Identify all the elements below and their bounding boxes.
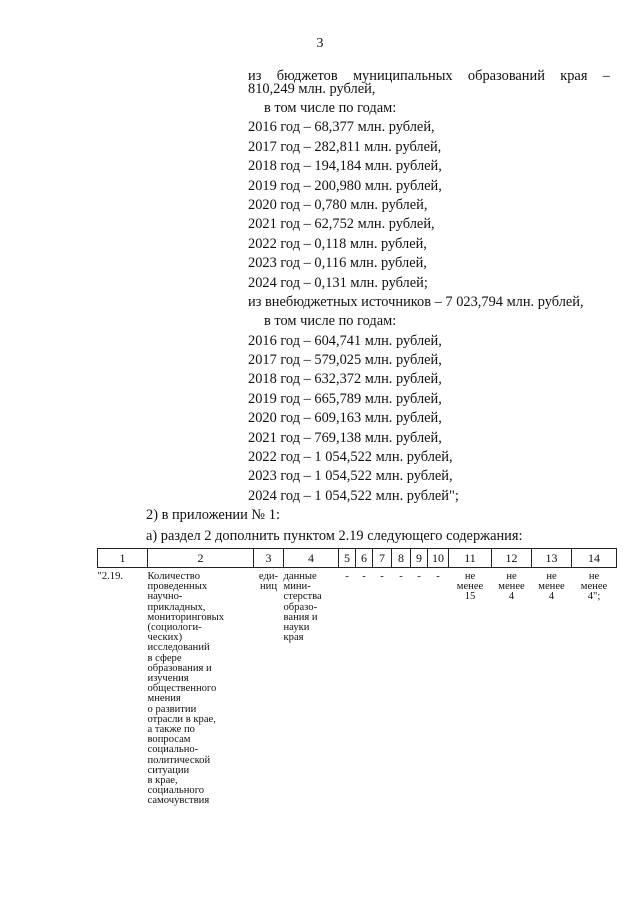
cell-line: вопросам — [147, 734, 191, 746]
cell-line: не — [546, 571, 557, 582]
cell-line: о развитии — [147, 703, 197, 715]
cell-line: ческих) — [147, 632, 183, 644]
column-header: 7 — [373, 549, 392, 568]
indicator-table — [97, 548, 617, 807]
cell-line: менее — [498, 581, 525, 593]
extrabudget-total: из внебюджетных источников – 7 023,794 млн. рублей, — [248, 293, 584, 310]
cell-line: мини- — [283, 581, 311, 593]
municipal-total: 810,249 млн. рублей, — [248, 81, 376, 97]
value-cell — [572, 568, 617, 807]
cell-line: а также по — [147, 724, 195, 736]
column-header: 4 — [284, 549, 339, 568]
column-header: 12 — [492, 549, 532, 568]
value-cell: - — [417, 571, 421, 582]
cell-line: прикладных, — [147, 601, 206, 613]
appendix-subitem: а) раздел 2 дополнить пунктом 2.19 следующего содержания: — [146, 528, 523, 544]
value-cell: - — [436, 571, 440, 582]
appendix-section — [146, 505, 523, 547]
municipal-year-line: 2020 год – 0,780 млн. рублей, — [248, 196, 428, 213]
value-cell: - — [380, 571, 384, 582]
extrabudget-year-line: 2017 год – 579,025 млн. рублей, — [248, 352, 442, 369]
cell-line: (социологи- — [147, 622, 202, 634]
cell-line: данные — [283, 571, 317, 582]
cell-line: образо- — [283, 601, 318, 613]
column-header: 6 — [356, 549, 373, 568]
municipal-year-line: 2021 год – 62,752 млн. рублей, — [248, 216, 435, 233]
cell-line: в сфере — [147, 652, 182, 664]
cell-line: не — [588, 571, 600, 582]
cell-line: отрасли в крае, — [147, 713, 216, 725]
extrabudget-year-line: 2018 год – 632,372 млн. рублей, — [248, 371, 442, 388]
column-header: 10 — [428, 549, 449, 568]
cell-line: в крае, — [147, 775, 178, 787]
cell-line: 4 — [548, 591, 555, 603]
cell-line: социально- — [147, 744, 199, 756]
extrabudget-year-line: 2023 год – 1 054,522 млн. рублей, — [248, 468, 453, 485]
text-word: из — [248, 68, 262, 84]
column-header: 11 — [449, 549, 492, 568]
cell-line: мнения — [147, 693, 181, 705]
cell-line: социального — [147, 785, 205, 797]
cell-line: научно- — [147, 591, 183, 603]
column-header: 2 — [148, 549, 254, 568]
cell-line: края — [283, 632, 304, 644]
cell-line: ситуации — [147, 764, 190, 776]
table-header-row — [98, 549, 617, 568]
cell-line: образования и — [147, 662, 212, 674]
page-number: 3 — [316, 36, 324, 51]
text-word: края — [560, 68, 588, 84]
cell-line: не — [464, 571, 476, 582]
value-cell — [492, 568, 532, 807]
cell-line: общественного — [147, 683, 217, 695]
cell-line: политической — [147, 754, 211, 766]
cell-line: ниц — [259, 581, 277, 593]
cell-line: 4"; — [587, 591, 601, 603]
municipal-year-line: 2019 год – 200,980 млн. рублей, — [248, 177, 442, 194]
cell-line: исследований — [147, 642, 210, 654]
appendix-item: 2) в приложении № 1: — [146, 507, 280, 523]
value-cell — [449, 568, 492, 807]
cell-line: менее — [580, 581, 608, 593]
table-row — [98, 568, 617, 807]
cell-line: науки — [283, 622, 310, 634]
cell-line: проведенных — [147, 581, 208, 593]
municipal-year-line: 2022 год – 0,118 млн. рублей, — [248, 235, 427, 252]
unit-cell — [254, 568, 284, 807]
extrabudget-year-line: 2021 год – 769,138 млн. рублей, — [248, 429, 442, 446]
text-word: муниципальных — [352, 68, 453, 84]
extrabudget-year-line: 2020 год – 609,163 млн. рублей, — [248, 410, 442, 427]
text-word: бюджетов — [276, 68, 338, 84]
column-header: 14 — [572, 549, 617, 568]
cell-line: Количество — [147, 571, 201, 582]
cell-line: самочувствия — [147, 795, 210, 807]
municipal-year-line: 2024 год – 0,131 млн. рублей; — [248, 274, 428, 291]
by-years-label: в том числе по годам: — [264, 313, 397, 330]
by-years-label: в том числе по годам: — [264, 100, 397, 116]
value-cell — [532, 568, 572, 807]
source-cell — [284, 568, 339, 807]
column-header: 9 — [411, 549, 428, 568]
cell-line: вания и — [283, 611, 318, 623]
column-header: 5 — [339, 549, 356, 568]
municipal-year-line: 2023 год – 0,116 млн. рублей, — [248, 255, 427, 272]
value-cell: - — [345, 571, 349, 582]
cell-line: не — [506, 571, 517, 582]
budget-section — [248, 70, 610, 506]
cell-line: 4 — [508, 591, 515, 603]
column-header: 13 — [532, 549, 572, 568]
value-cell: - — [362, 571, 366, 582]
municipal-year-line: 2018 год – 194,184 млн. рублей, — [248, 158, 442, 175]
column-header: 8 — [392, 549, 411, 568]
text-word: образований — [467, 68, 545, 84]
column-header: 1 — [98, 549, 148, 568]
item-number: "2.19. — [97, 571, 124, 582]
extrabudget-year-line: 2019 год – 665,789 млн. рублей, — [248, 390, 442, 407]
cell-line: 15 — [464, 591, 476, 603]
extrabudget-year-line: 2024 год – 1 054,522 млн. рублей"; — [248, 487, 459, 504]
municipal-year-line: 2016 год – 68,377 млн. рублей, — [248, 119, 435, 136]
extrabudget-year-line: 2016 год – 604,741 млн. рублей, — [248, 332, 442, 349]
cell-line: менее — [456, 581, 484, 593]
municipal-year-line: 2017 год – 282,811 млн. рублей, — [248, 138, 442, 155]
text-word: – — [602, 68, 610, 84]
cell-line: еди- — [258, 571, 279, 582]
cell-line: менее — [538, 581, 565, 593]
indicator-name — [148, 568, 254, 807]
column-header: 3 — [254, 549, 284, 568]
extrabudget-year-line: 2022 год – 1 054,522 млн. рублей, — [248, 449, 453, 466]
value-cell: - — [399, 571, 403, 582]
cell-line: стерства — [283, 591, 322, 603]
cell-line: изучения — [147, 673, 189, 685]
cell-line: мониторинговых — [147, 611, 225, 623]
